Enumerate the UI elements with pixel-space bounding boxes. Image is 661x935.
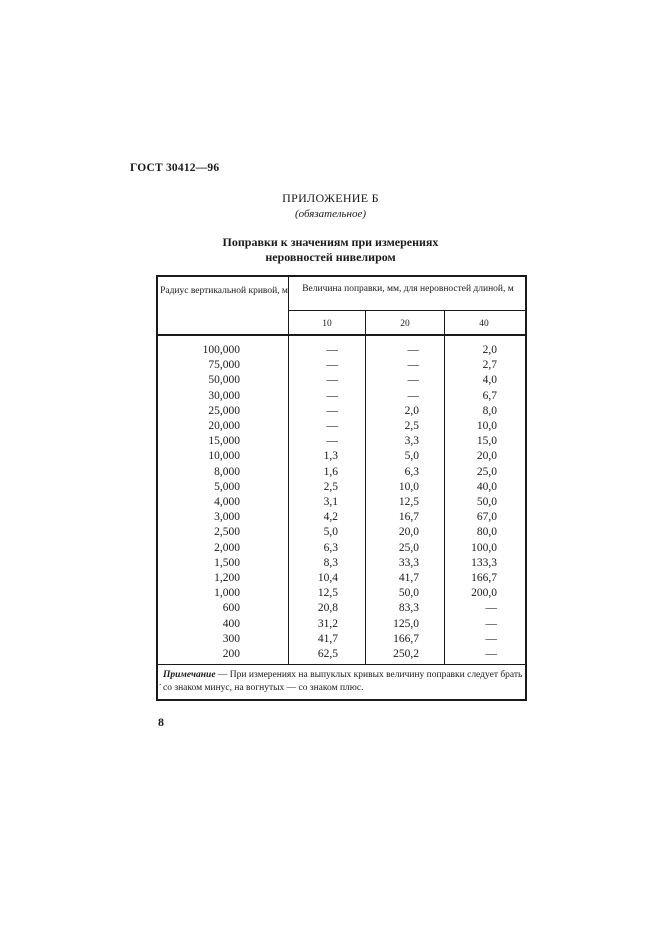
column-divider-1 — [288, 275, 289, 665]
correction-10-cell: — — [326, 344, 338, 356]
correction-10-cell: 1,6 — [323, 465, 338, 478]
correction-40-cell: 25,0 — [476, 465, 497, 478]
body-bottom-border — [156, 664, 527, 665]
radius-cell: 2,500 — [214, 526, 240, 539]
subheader-40: 40 — [479, 319, 489, 329]
correction-40-cell: 67,0 — [476, 511, 497, 524]
correction-10-cell: 2,5 — [323, 480, 338, 493]
correction-10-cell: 41,7 — [317, 632, 338, 645]
header-radius: Радиус вертикальной кривой, м — [160, 286, 288, 296]
correction-40-cell: 10,0 — [476, 420, 497, 432]
correction-20-cell: 250,2 — [393, 648, 419, 660]
correction-40-cell: 166,7 — [471, 572, 497, 584]
radius-cell: 5,000 — [214, 480, 240, 493]
correction-20-cell: — — [407, 389, 419, 402]
correction-20-cell: 12,5 — [398, 496, 419, 508]
radius-cell: 10,000 — [208, 450, 240, 463]
column-divider-3 — [444, 310, 445, 665]
table-right-border — [525, 275, 527, 701]
radius-cell: 25,000 — [208, 404, 240, 417]
correction-20-cell: 25,0 — [398, 541, 419, 554]
appendix-note: (обязательное) — [294, 208, 367, 220]
correction-40-cell: 80,0 — [476, 526, 497, 539]
radius-cell: 3,000 — [214, 511, 240, 524]
radius-cell: 400 — [222, 617, 240, 630]
radius-cell: 15,000 — [208, 435, 240, 448]
correction-10-cell: — — [326, 404, 338, 417]
correction-10-cell: 6,3 — [323, 541, 338, 554]
table-top-border — [156, 275, 527, 277]
note-text: — При измерениях на выпуклых кривых величину поправки следует брать со знаком минус, на вогнутых — со знаком плюс. — [163, 670, 523, 693]
correction-20-cell: 2,5 — [404, 420, 419, 432]
correction-20-cell: 125,0 — [393, 617, 419, 630]
correction-20-cell: 6,3 — [404, 465, 419, 478]
correction-10-cell: 8,3 — [323, 556, 338, 569]
radius-cell: 2,000 — [214, 541, 240, 554]
radius-cell: 100,000 — [202, 344, 240, 356]
radius-cell: 1,200 — [214, 572, 240, 584]
subheader-20: 20 — [400, 319, 410, 329]
correction-40-cell: 8,0 — [482, 404, 497, 417]
correction-40-cell: — — [485, 648, 497, 660]
table-left-border — [156, 275, 158, 701]
correction-10-cell: — — [326, 389, 338, 402]
page-number: 8 — [158, 715, 164, 729]
radius-cell: 300 — [222, 632, 240, 645]
correction-40-cell: — — [485, 602, 497, 615]
correction-20-cell: 33,3 — [398, 556, 419, 569]
correction-10-cell: 62,5 — [317, 648, 338, 660]
correction-20-cell: — — [407, 359, 419, 372]
radius-cell: 50,000 — [208, 374, 240, 387]
correction-10-cell: 31,2 — [317, 617, 338, 630]
correction-10-cell: 5,0 — [323, 526, 338, 539]
correction-10-cell: — — [326, 420, 338, 432]
correction-20-cell: 16,7 — [398, 511, 419, 524]
correction-20-cell: — — [407, 344, 419, 356]
correction-40-cell: 50,0 — [476, 496, 497, 508]
correction-20-cell: 5,0 — [404, 450, 419, 463]
column-divider-2 — [365, 310, 366, 665]
radius-cell: 1,500 — [214, 556, 240, 569]
table-title-line-1: Поправки к значениям при измерениях — [222, 235, 439, 249]
correction-10-cell: 20,8 — [317, 602, 338, 615]
correction-10-cell: 10,4 — [317, 572, 338, 584]
radius-cell: 30,000 — [208, 389, 240, 402]
radius-cell: 8,000 — [214, 465, 240, 478]
correction-10-cell: 1,3 — [323, 450, 338, 463]
correction-40-cell: 6,7 — [482, 389, 497, 402]
correction-10-cell: 12,5 — [317, 587, 338, 600]
radius-cell: 600 — [222, 602, 240, 615]
subheader-divider — [288, 310, 527, 311]
header-bottom-border — [156, 334, 527, 336]
appendix-title: ПРИЛОЖЕНИЕ Б — [282, 191, 379, 205]
correction-40-cell: 2,0 — [482, 344, 497, 356]
correction-20-cell: 3,3 — [404, 435, 419, 448]
correction-20-cell: 50,0 — [398, 587, 419, 600]
correction-40-cell: 133,3 — [471, 556, 497, 569]
correction-40-cell: 4,0 — [482, 374, 497, 387]
radius-cell: 20,000 — [208, 420, 240, 432]
correction-20-cell: 20,0 — [398, 526, 419, 539]
table-bottom-border — [156, 699, 527, 701]
subheader-10: 10 — [322, 319, 332, 329]
correction-40-cell: 40,0 — [476, 480, 497, 493]
correction-40-cell: 20,0 — [476, 450, 497, 463]
correction-20-cell: 41,7 — [398, 572, 419, 584]
radius-cell: 1,000 — [214, 587, 240, 600]
correction-20-cell: 83,3 — [398, 602, 419, 615]
table-title-line-2: неровностей нивелиром — [265, 250, 396, 264]
radius-cell: 200 — [222, 648, 240, 660]
correction-20-cell: 2,0 — [404, 404, 419, 417]
document-code: ГОСТ 30412—96 — [130, 162, 220, 174]
correction-40-cell: — — [485, 617, 497, 630]
correction-10-cell: — — [326, 374, 338, 387]
correction-40-cell: — — [485, 632, 497, 645]
header-correction: Величина поправки, мм, для неровностей длиной, м — [302, 284, 514, 294]
correction-10-cell: — — [326, 435, 338, 448]
note-marker: . — [159, 678, 162, 688]
table-note — [159, 669, 523, 695]
correction-20-cell: 10,0 — [398, 480, 419, 493]
note-label: Примечание — [163, 670, 216, 680]
correction-20-cell: — — [407, 374, 419, 387]
correction-10-cell: — — [326, 359, 338, 372]
correction-40-cell: 200,0 — [471, 587, 497, 600]
correction-10-cell: 4,2 — [323, 511, 338, 524]
correction-40-cell: 15,0 — [476, 435, 497, 448]
correction-20-cell: 166,7 — [393, 632, 419, 645]
correction-10-cell: 3,1 — [323, 496, 338, 508]
radius-cell: 75,000 — [208, 359, 240, 372]
radius-cell: 4,000 — [214, 496, 240, 508]
correction-40-cell: 2,7 — [482, 359, 497, 372]
correction-40-cell: 100,0 — [471, 541, 497, 554]
